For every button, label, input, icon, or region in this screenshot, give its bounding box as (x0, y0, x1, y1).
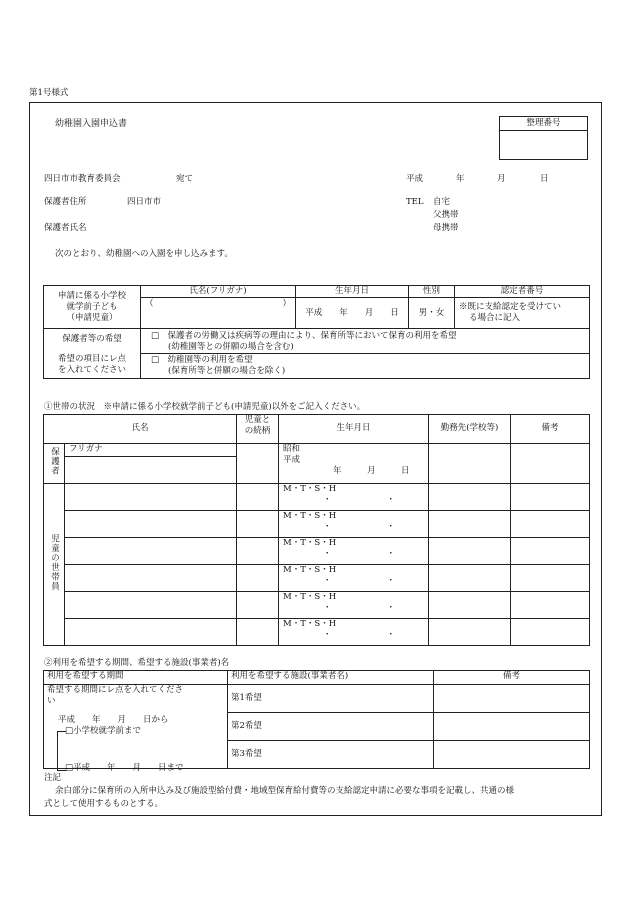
col-relation: 児童と の続柄 (237, 415, 279, 444)
member-birth-field[interactable]: M・T・S・H ・・ (279, 484, 429, 511)
guardian-work-field[interactable] (429, 444, 511, 484)
wish1-note[interactable] (434, 685, 590, 713)
guardian-address-city: 四日市市 (127, 197, 162, 207)
member-name-field[interactable] (65, 538, 237, 565)
member-birth-field[interactable]: M・T・S・H ・・ (279, 619, 429, 646)
tel-father: 父携帯 (433, 210, 459, 220)
member-birth-field[interactable]: M・T・S・H ・・ (279, 511, 429, 538)
member-relation-field[interactable] (237, 592, 279, 619)
member-note-field[interactable] (511, 619, 590, 646)
col-facility-note: 備考 (434, 671, 590, 685)
period-option-preschool[interactable]: □小学校就学前まで (65, 726, 142, 736)
wish1-facility[interactable]: 第1希望 (228, 685, 434, 713)
member-name-field[interactable] (65, 619, 237, 646)
member-note-field[interactable] (511, 565, 590, 592)
member-relation-field[interactable] (237, 484, 279, 511)
seiri-number-label: 整理番号 (500, 117, 587, 131)
guardian-furigana-field[interactable]: フリガナ (65, 444, 237, 457)
member-relation-field[interactable] (237, 511, 279, 538)
member-note-field[interactable] (511, 592, 590, 619)
member-name-field[interactable] (65, 565, 237, 592)
tel-label: TEL (406, 197, 424, 207)
applicant-birth-field[interactable]: 平成 年 月 日 (296, 298, 409, 329)
section2-title: ②利用を希望する期間、希望する施設(事業者)名 (44, 658, 230, 668)
member-birth-field[interactable]: M・T・S・H ・・ (279, 538, 429, 565)
period-field[interactable]: 希望する期間にレ点を入れてくださ い 平成 年 月 日から □小学校就学前まで □平成 年 月 日まで (44, 685, 228, 769)
col-member-note: 備考 (511, 415, 590, 444)
member-relation-field[interactable] (237, 565, 279, 592)
member-name-field[interactable] (65, 592, 237, 619)
col-cert: 認定者番号 (455, 286, 590, 298)
applicant-cert-field[interactable]: ※既に支給認定を受けてい る場合に記入 (455, 298, 590, 329)
date-day: 日 (540, 174, 549, 184)
form-number: 第1号様式 (29, 88, 69, 98)
hope-option-nursery[interactable]: □ 保護者の労働又は疾病等の理由により、保育所等において保育の利用を希望 (幼稚園等との併願の場合を含む) (141, 329, 590, 354)
applicant-row-label: 申請に係る小学校 就学前子ども （申請児童） (44, 286, 141, 329)
wish2-facility[interactable]: 第2希望 (228, 713, 434, 741)
guardian-address-label: 保護者住所 (44, 197, 87, 207)
notes-body-line1: 余白部分に保育所の入所申込み及び施設型給付費・地域型保育給付費等の支給認定申請に必要な事項を記載し、共通の様 (55, 786, 515, 796)
guardian-name-label: 保護者氏名 (44, 223, 87, 233)
col-name-furigana: 氏名(フリガナ) (141, 286, 296, 298)
members-row-label: 児童の世帯員 (44, 484, 65, 646)
guardian-name-field[interactable] (65, 457, 237, 484)
member-birth-field[interactable]: M・T・S・H ・・ (279, 592, 429, 619)
date-month: 月 (497, 174, 506, 184)
member-name-field[interactable] (65, 511, 237, 538)
hope-option-kindergarten[interactable]: □ 幼稚園等の利用を希望 (保育所等と併願の場合を除く) (141, 354, 590, 379)
wish3-note[interactable] (434, 741, 590, 769)
seiri-number-box[interactable] (499, 116, 588, 160)
member-note-field[interactable] (511, 511, 590, 538)
col-birth: 生年月日 (296, 286, 409, 298)
section1-title: ①世帯の状況 ※申請に係る小学校就学前子ども(申請児童)以外をご記入ください。 (44, 402, 366, 412)
notes-body-line2: 式として使用するものとする。 (44, 799, 164, 809)
member-note-field[interactable] (511, 484, 590, 511)
guardian-birth-field[interactable]: 昭和 平成 年 月 日 (279, 444, 429, 484)
date-era: 平成 (406, 174, 424, 184)
col-facility: 利用を希望する施設(事業者名) (228, 671, 434, 685)
wish3-facility[interactable]: 第3希望 (228, 741, 434, 769)
member-note-field[interactable] (511, 538, 590, 565)
period-from: 平成 年 月 日から (58, 715, 169, 725)
tel-mother: 母携帯 (433, 223, 459, 233)
facility-table (43, 670, 590, 773)
addressee-ate: 宛て (176, 174, 194, 184)
applicant-sex-field[interactable]: 男・女 (409, 298, 455, 329)
form-title: 幼稚園入園申込書 (55, 119, 128, 129)
tel-home: 自宅 (433, 197, 451, 207)
member-name-field[interactable] (65, 484, 237, 511)
intro-text: 次のとおり、幼稚園への入園を申し込みます。 (55, 249, 233, 259)
applicant-name-field[interactable]: （ ） (141, 298, 296, 329)
col-period: 利用を希望する期間 (44, 671, 228, 685)
guardian-note-field[interactable] (511, 444, 590, 484)
col-member-birth: 生年月日 (279, 415, 429, 444)
member-relation-field[interactable] (237, 619, 279, 646)
household-table (43, 414, 590, 646)
col-sex: 性別 (409, 286, 455, 298)
guardian-row-label: 保護者 (44, 444, 65, 484)
period-option-until[interactable]: □平成 年 月 日まで (65, 763, 184, 773)
addressee-board: 四日市市教育委員会 (44, 174, 121, 184)
guardian-relation-field[interactable] (237, 444, 279, 484)
hope-label: 保護者等の希望 希望の項目にレ点 を入れてください (44, 329, 141, 379)
applicant-table (43, 285, 590, 379)
wish2-note[interactable] (434, 713, 590, 741)
member-birth-field[interactable]: M・T・S・H ・・ (279, 565, 429, 592)
col-member-name: 氏名 (44, 415, 237, 444)
notes-heading: 注記 (44, 773, 62, 783)
col-work: 勤務先(学校等) (429, 415, 511, 444)
date-year: 年 (456, 174, 465, 184)
member-relation-field[interactable] (237, 538, 279, 565)
